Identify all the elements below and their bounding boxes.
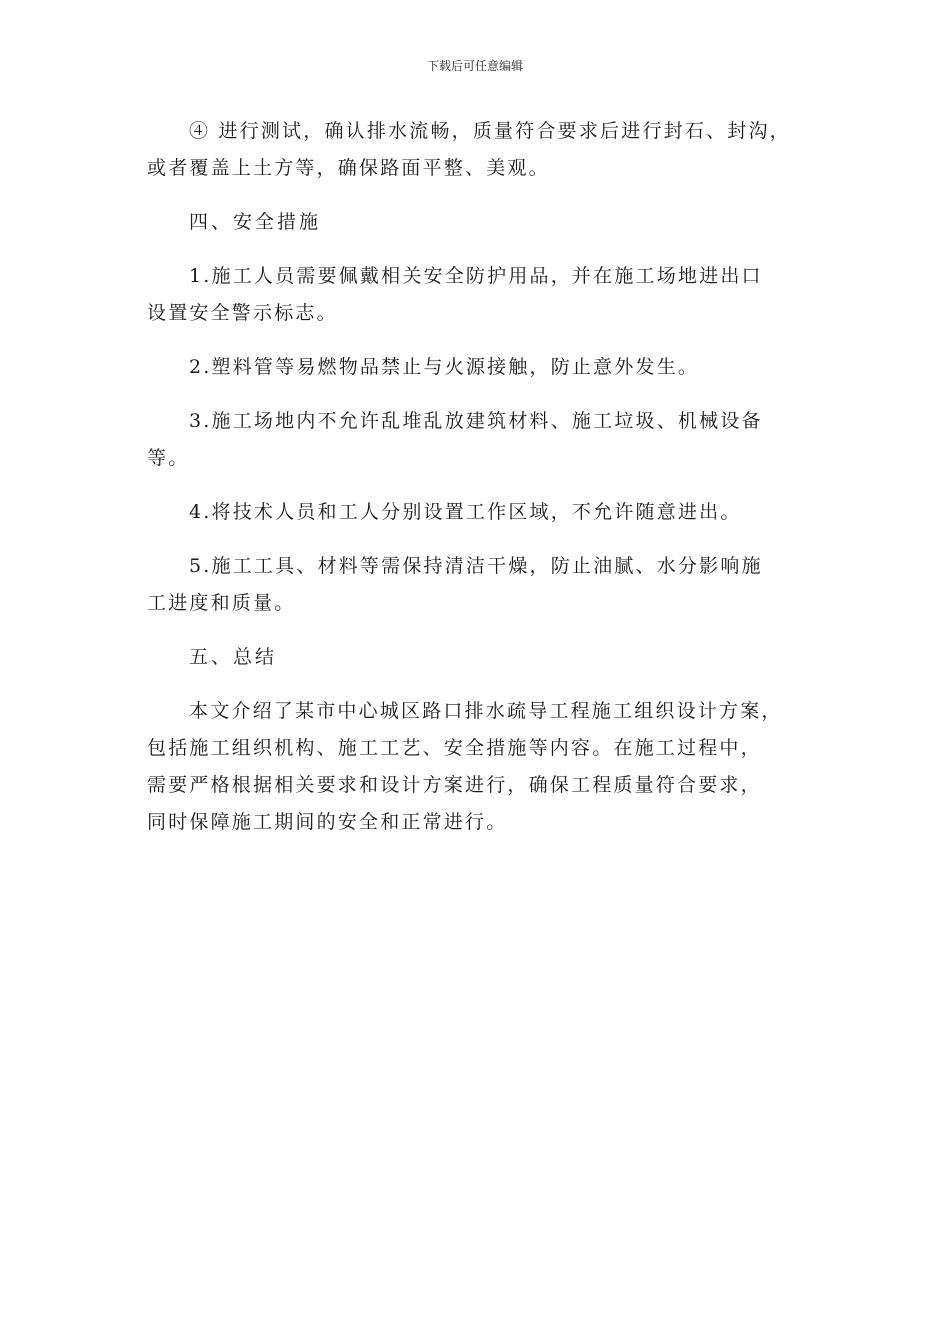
heading-text: 五、总结 [189,646,278,668]
text-line: 包括施工组织机构、施工工艺、安全措施等内容。在施工过程中， [147,737,762,759]
text-line: 或者覆盖上土方等，确保路面平整、美观。 [147,157,550,179]
section-heading-safety [147,204,807,241]
paragraph-safety-5 [147,548,807,622]
text-line: 5.施工工具、材料等需保持清洁干燥，防止油腻、水分影响施 [189,555,763,577]
text-line: 需要严格根据相关要求和设计方案进行，确保工程质量符合要求， [147,774,762,796]
text-line: 本文介绍了某市中心城区路口排水疏导工程施工组织设计方案， [189,700,783,722]
text-line: 4.将技术人员和工人分别设置工作区域，不允许随意进出。 [189,501,742,523]
section-heading-summary [147,639,807,676]
text-line: 2.塑料管等易燃物品禁止与火源接触，防止意外发生。 [189,356,700,378]
paragraph-safety-4 [147,494,807,531]
paragraph-summary [147,693,807,841]
text-line: 3.施工场地内不允许乱堆乱放建筑材料、施工垃圾、机械设备 [189,410,763,432]
text-line: ④ 进行测试，确认排水流畅，质量符合要求后进行封石、封沟， [189,120,791,142]
paragraph-safety-1 [147,258,807,332]
text-line: 1.施工人员需要佩戴相关安全防护用品，并在施工场地进出口 [189,265,763,287]
text-line: 等。 [147,447,190,469]
text-line: 同时保障施工期间的安全和正常进行。 [147,811,508,833]
paragraph-safety-3 [147,403,807,477]
page-header: 下载后可任意编辑 [426,59,523,73]
heading-text: 四、安全措施 [189,211,322,233]
text-line: 工进度和质量。 [147,592,296,614]
text-line: 设置安全警示标志。 [147,302,338,324]
paragraph-test-step [147,113,807,187]
paragraph-safety-2 [147,349,807,386]
document-body [147,113,807,858]
